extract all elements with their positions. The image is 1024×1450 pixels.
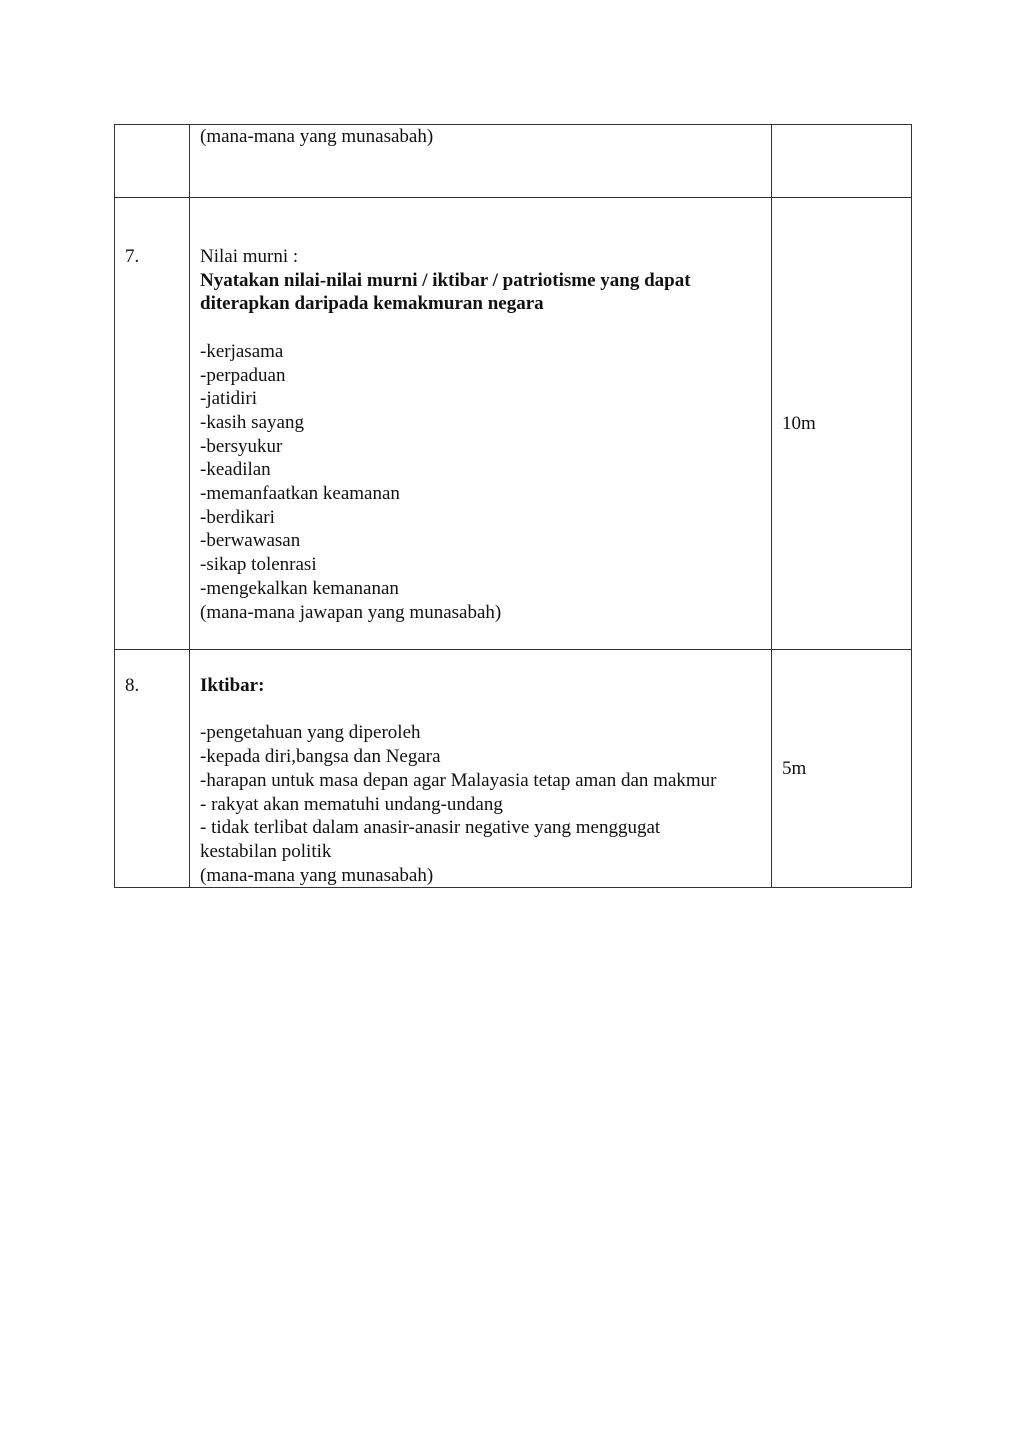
question-title: Iktibar: xyxy=(200,675,265,696)
list-item: - tidak terlibat dalam anasir-anasir negative yang menggugat xyxy=(200,817,661,839)
mark-cell xyxy=(772,125,912,198)
answer-closing-note: (mana-mana yang munasabah) xyxy=(200,126,434,147)
answer-list xyxy=(200,340,771,601)
list-item: -harapan untuk masa depan agar Malayasia tetap aman dan makmur xyxy=(200,769,717,791)
answer-cell xyxy=(190,198,772,650)
table-row xyxy=(115,125,912,198)
question-number: 7. xyxy=(125,246,140,267)
table-row xyxy=(115,198,912,650)
list-item: -keadilan xyxy=(200,459,271,481)
question-number: 8. xyxy=(125,675,140,696)
list-item: kestabilan politik xyxy=(200,840,332,862)
mark-value: 10m xyxy=(782,412,816,434)
list-item: - rakyat akan mematuhi undang-undang xyxy=(200,793,503,815)
mark-cell xyxy=(772,650,912,888)
answer-closing-note: (mana-mana yang munasabah) xyxy=(200,864,434,886)
answer-scheme-table xyxy=(114,124,912,888)
list-item: -kasih sayang xyxy=(200,411,304,433)
list-item: -pengetahuan yang diperoleh xyxy=(200,722,421,744)
question-number-cell xyxy=(115,125,190,198)
table-row xyxy=(115,650,912,888)
question-text-line: diterapkan daripada kemakmuran negara xyxy=(200,293,544,315)
list-item: -kepada diri,bangsa dan Negara xyxy=(200,746,441,768)
answer-cell xyxy=(190,125,772,198)
mark-value: 5m xyxy=(782,757,807,779)
question-title: Nilai murni : xyxy=(200,246,299,267)
list-item: -bersyukur xyxy=(200,435,283,457)
list-item: -sikap tolenrasi xyxy=(200,554,317,576)
question-text-line: Nyatakan nilai-nilai murni / iktibar / patriotisme yang dapat xyxy=(200,269,691,291)
answer-cell xyxy=(190,650,772,888)
mark-cell xyxy=(772,198,912,650)
answer-list xyxy=(200,721,771,863)
question-number-cell xyxy=(115,198,190,650)
list-item: -berdikari xyxy=(200,506,275,528)
list-item: -memanfaatkan keamanan xyxy=(200,483,400,505)
list-item: -berwawasan xyxy=(200,530,301,552)
list-item: -perpaduan xyxy=(200,364,286,386)
list-item: -kerjasama xyxy=(200,340,284,362)
list-item: -jatidiri xyxy=(200,388,257,410)
answer-closing-note: (mana-mana jawapan yang munasabah) xyxy=(200,601,502,623)
question-number-cell xyxy=(115,650,190,888)
list-item: -mengekalkan kemananan xyxy=(200,577,399,599)
